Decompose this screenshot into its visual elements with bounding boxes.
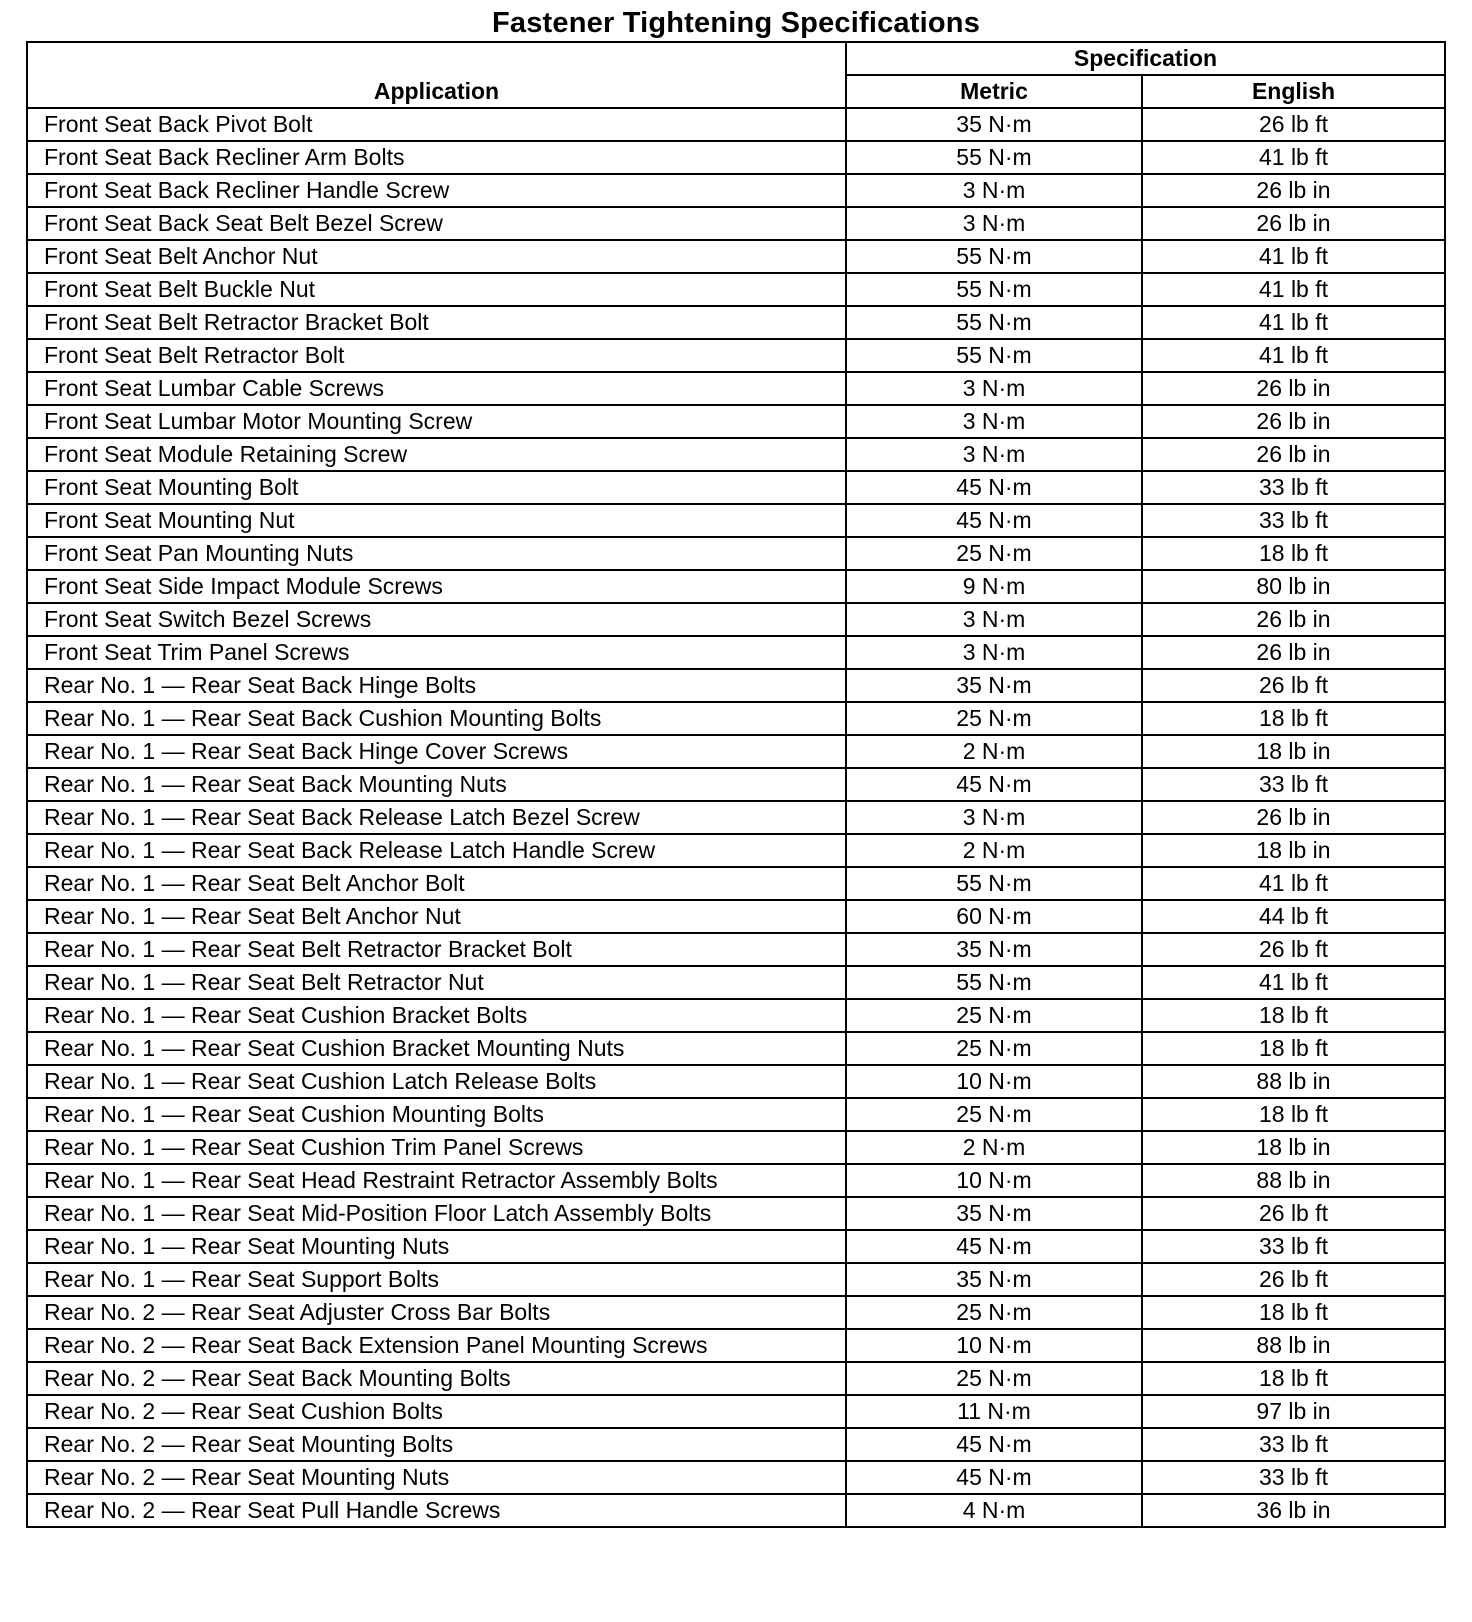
application-cell: Rear No. 2 — Rear Seat Cushion Bolts [27, 1395, 846, 1428]
metric-value-cell: 25 N·m [846, 1032, 1142, 1065]
table-row [27, 1329, 1445, 1362]
english-value-cell: 41 lb ft [1142, 273, 1445, 306]
table-row [27, 141, 1445, 174]
metric-value-cell: 2 N·m [846, 1131, 1142, 1164]
table-row [27, 1362, 1445, 1395]
table-row [27, 174, 1445, 207]
english-value-cell: 41 lb ft [1142, 966, 1445, 999]
table-row [27, 273, 1445, 306]
metric-value-cell: 55 N·m [846, 867, 1142, 900]
metric-value-cell: 55 N·m [846, 306, 1142, 339]
english-value-cell: 33 lb ft [1142, 768, 1445, 801]
english-value-cell: 41 lb ft [1142, 306, 1445, 339]
application-cell: Rear No. 1 — Rear Seat Cushion Mounting Bolts [27, 1098, 846, 1131]
table-row [27, 537, 1445, 570]
application-cell: Front Seat Pan Mounting Nuts [27, 537, 846, 570]
table-row [27, 1494, 1445, 1527]
application-cell: Rear No. 1 — Rear Seat Mid-Position Floor Latch Assembly Bolts [27, 1197, 846, 1230]
english-value-cell: 18 lb ft [1142, 1296, 1445, 1329]
table-row [27, 1131, 1445, 1164]
table-row [27, 900, 1445, 933]
english-value-cell: 97 lb in [1142, 1395, 1445, 1428]
english-value-cell: 18 lb ft [1142, 702, 1445, 735]
english-value-cell: 26 lb in [1142, 372, 1445, 405]
english-value-cell: 26 lb in [1142, 801, 1445, 834]
metric-value-cell: 3 N·m [846, 207, 1142, 240]
metric-value-cell: 25 N·m [846, 537, 1142, 570]
table-row [27, 1296, 1445, 1329]
table-row [27, 933, 1445, 966]
table-row [27, 1230, 1445, 1263]
application-cell: Front Seat Back Recliner Arm Bolts [27, 141, 846, 174]
application-cell: Rear No. 1 — Rear Seat Cushion Latch Release Bolts [27, 1065, 846, 1098]
english-value-cell: 33 lb ft [1142, 471, 1445, 504]
table-row [27, 1164, 1445, 1197]
metric-value-cell: 25 N·m [846, 1098, 1142, 1131]
metric-value-cell: 35 N·m [846, 1263, 1142, 1296]
metric-value-cell: 25 N·m [846, 702, 1142, 735]
application-cell: Front Seat Belt Retractor Bolt [27, 339, 846, 372]
header-row-top [27, 42, 1445, 75]
english-value-cell: 26 lb in [1142, 405, 1445, 438]
english-value-cell: 26 lb in [1142, 174, 1445, 207]
application-column-header: Application [27, 42, 846, 108]
english-value-cell: 33 lb ft [1142, 1230, 1445, 1263]
application-cell: Rear No. 1 — Rear Seat Head Restraint Retractor Assembly Bolts [27, 1164, 846, 1197]
metric-value-cell: 3 N·m [846, 438, 1142, 471]
table-row [27, 1098, 1445, 1131]
metric-value-cell: 10 N·m [846, 1065, 1142, 1098]
application-cell: Rear No. 1 — Rear Seat Belt Retractor Nut [27, 966, 846, 999]
metric-value-cell: 4 N·m [846, 1494, 1142, 1527]
table-row [27, 1065, 1445, 1098]
english-value-cell: 18 lb ft [1142, 1362, 1445, 1395]
application-cell: Rear No. 1 — Rear Seat Mounting Nuts [27, 1230, 846, 1263]
application-cell: Front Seat Back Recliner Handle Screw [27, 174, 846, 207]
metric-value-cell: 55 N·m [846, 339, 1142, 372]
english-value-cell: 88 lb in [1142, 1329, 1445, 1362]
metric-value-cell: 55 N·m [846, 966, 1142, 999]
metric-value-cell: 2 N·m [846, 834, 1142, 867]
table-body [27, 108, 1445, 1527]
application-cell: Front Seat Side Impact Module Screws [27, 570, 846, 603]
table-row [27, 801, 1445, 834]
application-cell: Rear No. 2 — Rear Seat Mounting Nuts [27, 1461, 846, 1494]
english-value-cell: 41 lb ft [1142, 867, 1445, 900]
english-value-cell: 18 lb in [1142, 834, 1445, 867]
metric-value-cell: 45 N·m [846, 1461, 1142, 1494]
table-row [27, 669, 1445, 702]
table-row [27, 570, 1445, 603]
application-cell: Rear No. 1 — Rear Seat Belt Anchor Nut [27, 900, 846, 933]
application-cell: Front Seat Module Retaining Screw [27, 438, 846, 471]
metric-value-cell: 3 N·m [846, 405, 1142, 438]
application-cell: Rear No. 1 — Rear Seat Cushion Trim Panel Screws [27, 1131, 846, 1164]
application-cell: Front Seat Mounting Bolt [27, 471, 846, 504]
english-value-cell: 41 lb ft [1142, 141, 1445, 174]
application-cell: Front Seat Back Seat Belt Bezel Screw [27, 207, 846, 240]
metric-value-cell: 45 N·m [846, 768, 1142, 801]
metric-value-cell: 3 N·m [846, 801, 1142, 834]
page-title: Fastener Tightening Specifications [491, 7, 981, 39]
metric-value-cell: 3 N·m [846, 372, 1142, 405]
english-value-cell: 26 lb ft [1142, 108, 1445, 141]
metric-value-cell: 2 N·m [846, 735, 1142, 768]
english-value-cell: 88 lb in [1142, 1065, 1445, 1098]
table-row [27, 1461, 1445, 1494]
metric-value-cell: 55 N·m [846, 240, 1142, 273]
english-value-cell: 26 lb ft [1142, 933, 1445, 966]
english-value-cell: 26 lb in [1142, 207, 1445, 240]
application-cell: Front Seat Lumbar Cable Screws [27, 372, 846, 405]
application-cell: Front Seat Trim Panel Screws [27, 636, 846, 669]
metric-value-cell: 3 N·m [846, 636, 1142, 669]
metric-column-header: Metric [846, 75, 1142, 108]
metric-value-cell: 10 N·m [846, 1329, 1142, 1362]
application-cell: Rear No. 2 — Rear Seat Back Extension Panel Mounting Screws [27, 1329, 846, 1362]
table-row [27, 240, 1445, 273]
table-row [27, 603, 1445, 636]
table-row [27, 1263, 1445, 1296]
application-cell: Front Seat Mounting Nut [27, 504, 846, 537]
metric-value-cell: 11 N·m [846, 1395, 1142, 1428]
application-cell: Rear No. 2 — Rear Seat Adjuster Cross Bar Bolts [27, 1296, 846, 1329]
application-cell: Rear No. 1 — Rear Seat Support Bolts [27, 1263, 846, 1296]
table-row [27, 768, 1445, 801]
english-value-cell: 26 lb in [1142, 603, 1445, 636]
metric-value-cell: 35 N·m [846, 108, 1142, 141]
application-cell: Rear No. 1 — Rear Seat Back Release Latch Bezel Screw [27, 801, 846, 834]
application-cell: Front Seat Lumbar Motor Mounting Screw [27, 405, 846, 438]
application-cell: Front Seat Back Pivot Bolt [27, 108, 846, 141]
fastener-spec-table [26, 41, 1446, 1528]
english-value-cell: 26 lb ft [1142, 1263, 1445, 1296]
english-value-cell: 18 lb ft [1142, 537, 1445, 570]
table-row [27, 405, 1445, 438]
application-cell: Rear No. 1 — Rear Seat Cushion Bracket Mounting Nuts [27, 1032, 846, 1065]
metric-value-cell: 10 N·m [846, 1164, 1142, 1197]
application-cell: Rear No. 1 — Rear Seat Back Release Latch Handle Screw [27, 834, 846, 867]
application-cell: Rear No. 1 — Rear Seat Cushion Bracket Bolts [27, 999, 846, 1032]
english-value-cell: 80 lb in [1142, 570, 1445, 603]
english-value-cell: 41 lb ft [1142, 240, 1445, 273]
table-row [27, 735, 1445, 768]
metric-value-cell: 9 N·m [846, 570, 1142, 603]
english-value-cell: 36 lb in [1142, 1494, 1445, 1527]
metric-value-cell: 60 N·m [846, 900, 1142, 933]
metric-value-cell: 45 N·m [846, 471, 1142, 504]
table-row [27, 372, 1445, 405]
application-cell: Rear No. 1 — Rear Seat Back Cushion Mounting Bolts [27, 702, 846, 735]
metric-value-cell: 25 N·m [846, 1362, 1142, 1395]
english-value-cell: 26 lb ft [1142, 1197, 1445, 1230]
english-value-cell: 26 lb in [1142, 438, 1445, 471]
metric-value-cell: 45 N·m [846, 504, 1142, 537]
metric-value-cell: 45 N·m [846, 1230, 1142, 1263]
table-row [27, 471, 1445, 504]
application-cell: Front Seat Switch Bezel Screws [27, 603, 846, 636]
table-row [27, 636, 1445, 669]
application-cell: Rear No. 1 — Rear Seat Belt Anchor Bolt [27, 867, 846, 900]
table-row [27, 108, 1445, 141]
application-cell: Rear No. 2 — Rear Seat Pull Handle Screws [27, 1494, 846, 1527]
metric-value-cell: 55 N·m [846, 141, 1142, 174]
table-row [27, 702, 1445, 735]
metric-value-cell: 35 N·m [846, 669, 1142, 702]
english-value-cell: 33 lb ft [1142, 1461, 1445, 1494]
english-value-cell: 33 lb ft [1142, 1428, 1445, 1461]
table-row [27, 504, 1445, 537]
table-row [27, 1032, 1445, 1065]
application-cell: Front Seat Belt Anchor Nut [27, 240, 846, 273]
table-row [27, 834, 1445, 867]
metric-value-cell: 25 N·m [846, 1296, 1142, 1329]
english-value-cell: 88 lb in [1142, 1164, 1445, 1197]
metric-value-cell: 55 N·m [846, 273, 1142, 306]
english-value-cell: 18 lb ft [1142, 999, 1445, 1032]
application-cell: Front Seat Belt Buckle Nut [27, 273, 846, 306]
metric-value-cell: 45 N·m [846, 1428, 1142, 1461]
english-value-cell: 18 lb in [1142, 1131, 1445, 1164]
table-row [27, 306, 1445, 339]
table-row [27, 1395, 1445, 1428]
specification-column-header: Specification [846, 42, 1445, 75]
english-value-cell: 41 lb ft [1142, 339, 1445, 372]
application-cell: Rear No. 1 — Rear Seat Back Mounting Nuts [27, 768, 846, 801]
table-row [27, 867, 1445, 900]
table-row [27, 999, 1445, 1032]
english-value-cell: 33 lb ft [1142, 504, 1445, 537]
table-row [27, 966, 1445, 999]
application-cell: Rear No. 1 — Rear Seat Back Hinge Bolts [27, 669, 846, 702]
table-row [27, 438, 1445, 471]
table-header [27, 42, 1445, 108]
english-value-cell: 26 lb ft [1142, 669, 1445, 702]
metric-value-cell: 3 N·m [846, 603, 1142, 636]
metric-value-cell: 3 N·m [846, 174, 1142, 207]
metric-value-cell: 35 N·m [846, 933, 1142, 966]
english-value-cell: 18 lb ft [1142, 1032, 1445, 1065]
english-column-header: English [1142, 75, 1445, 108]
application-cell: Rear No. 1 — Rear Seat Belt Retractor Bracket Bolt [27, 933, 846, 966]
application-cell: Front Seat Belt Retractor Bracket Bolt [27, 306, 846, 339]
table-row [27, 339, 1445, 372]
table-row [27, 207, 1445, 240]
english-value-cell: 18 lb in [1142, 735, 1445, 768]
table-row [27, 1197, 1445, 1230]
metric-value-cell: 25 N·m [846, 999, 1142, 1032]
english-value-cell: 26 lb in [1142, 636, 1445, 669]
application-cell: Rear No. 2 — Rear Seat Back Mounting Bolts [27, 1362, 846, 1395]
metric-value-cell: 35 N·m [846, 1197, 1142, 1230]
english-value-cell: 18 lb ft [1142, 1098, 1445, 1131]
application-cell: Rear No. 1 — Rear Seat Back Hinge Cover Screws [27, 735, 846, 768]
application-cell: Rear No. 2 — Rear Seat Mounting Bolts [27, 1428, 846, 1461]
table-row [27, 1428, 1445, 1461]
english-value-cell: 44 lb ft [1142, 900, 1445, 933]
